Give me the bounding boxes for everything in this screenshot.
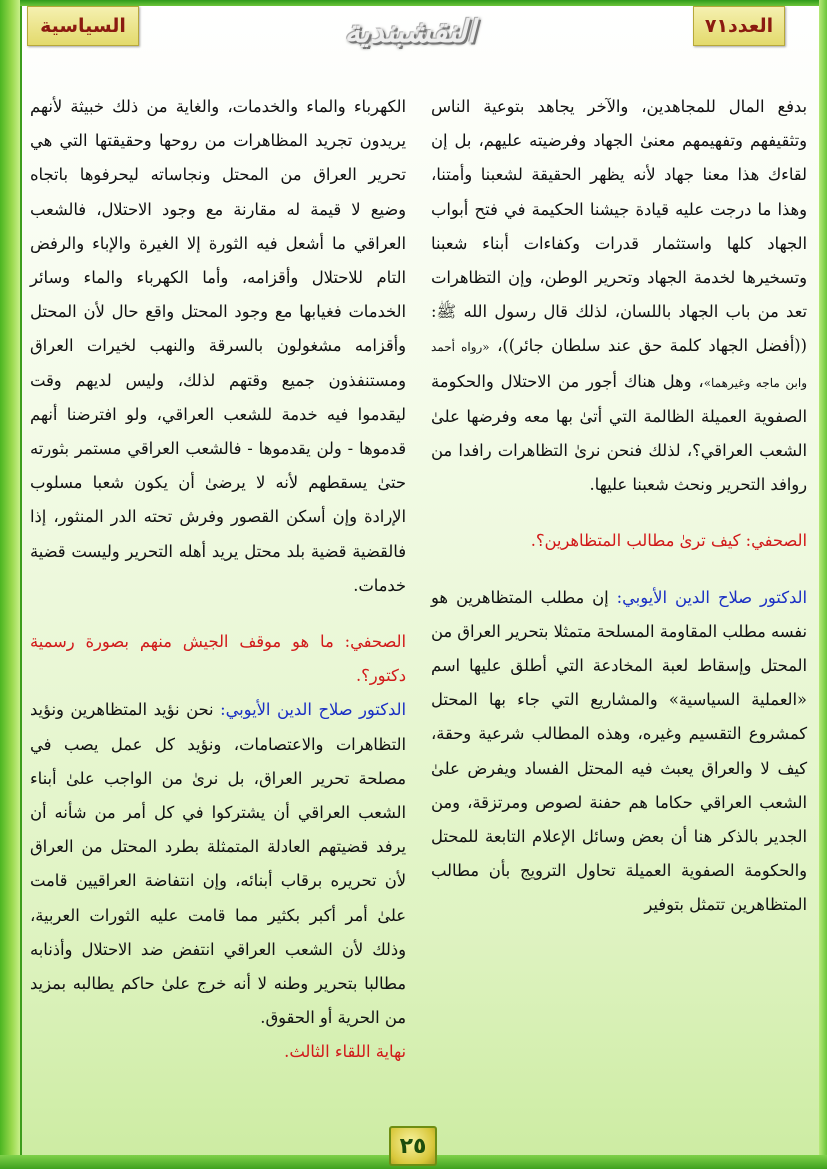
left-border [0, 0, 20, 1169]
left-border-line [20, 6, 22, 1156]
journalist-question-2: الصحفي: ما هو موقف الجيش منهم بصورة رسمية دكتور؟. [30, 632, 406, 686]
interviewee-answer-1 [431, 581, 807, 923]
journalist-question-1: الصحفي: كيف ترىٰ مطالب المتظاهرين؟. [530, 531, 807, 551]
spacer [30, 603, 406, 625]
magazine-title: النقشبندية [344, 14, 476, 50]
interview-closing: نهاية اللقاء الثالث. [284, 1042, 406, 1062]
left-column [30, 90, 406, 1070]
spacer [431, 502, 807, 524]
right-column [431, 90, 807, 923]
page-number-badge: ٢٥ [389, 1126, 437, 1166]
left-paragraph-1: الكهرباء والماء والخدمات، والغاية من ذلك خبيثة لأنهم يريدون تجريد المظاهرات من روحها وحقيقتها التي هي تحرير العراق من المحتل ونجاساته ليحرفوها باتجاه وضيع لا قيمة له مقارنة مع وجود الاحتلال، فالشعب العراقي ما أشعل فيه الثورة إلا الغيرة والإباء والرفض التام للاحتلال وأقزامه، وأما الكهرباء والماء وسائر الخدمات فغيابها مع وجود المحتل واقع حال لأن المحتل وأقزامه مشغولون بالسرقة والنهب لخيرات العراق ومستنفذون جميع وقتهم لذلك، وليس لديهم وقت ليقدموا فيه خدمة للشعب العراقي، ولو افترضنا أنهم قدموها - ولن يقدموها - فالشعب العراقي مستمر بثورته حتىٰ يسقطهم لأنه لا يرضىٰ أن يكون شعبا مسلوب الإرادة وإن أسكن القصور وفرش تحته الدر المنثور، إذا فالقضية قضية بلد محتل يريد أهله التحرير وليست قضية خدمات. [30, 97, 406, 595]
right-paragraph-1-end: ، وهل هناك أجور من الاحتلال والحكومة الصفوية العميلة الظالمة التي أتىٰ بها معه وفرضها علىٰ الشعب العراقي؟، لذلك فنحن نرىٰ التظاهرات رافدا من روافد التحرير ونحث شعبنا عليها. [431, 371, 807, 495]
right-border [819, 0, 827, 1169]
speaker-name: الدكتور صلاح الدين الأيوبي: [616, 587, 807, 607]
right-paragraph-1-text: بدفع المال للمجاهدين، والآخر يجاهد بتوعية الناس وتثقيفهم وتفهيمهم معنىٰ الجهاد وفرضيته عليهم، بل إن لقاءك هذا معنا جهاد لأنه يظهر الحقيقة لشعبنا وأمتنا، وهذا ما درجت عليه قيادة جيشنا الحكيمة في فتح أبواب الجهاد كلها واستثمار قدرات وكفاءات أبناء شعبنا وتسخيرها لخدمة الجهاد وتحرير الوطن، وإن التظاهرات تعد من باب الجهاد باللسان، لذلك قال رسول الله ﷺ: ((أفضل الجهاد كلمة حق عند سلطان جائر))، [431, 97, 807, 356]
right-paragraph-1 [431, 90, 807, 502]
answer-text: نحن نؤيد المتظاهرين ونؤيد التظاهرات والاعتصامات، ونؤيد كل عمل يصب في مصلحة تحرير العراق، بل نرىٰ من الواجب علىٰ أبناء الشعب العراقي أن يشتركوا في كل أمر من شأنه أن يرفد قضيتهم العادلة المتمثلة بطرد المحتل من العراق لأن تحريره برقاب أبنائه، وإن انتفاضة العراقيين قامت علىٰ أمر أكبر بكثير مما قامت عليه الثورات العربية، وذلك لأن الشعب العراقي انتفض ضد الاحتلال وأذنابه مطالبا بتحرير وطنه لا أنه خرج علىٰ حاكم يطالبه بمزيد من الحرية أو الحقوق. [30, 700, 406, 1028]
issue-number-tab: العدد٧١ [693, 6, 785, 46]
speaker-name: الدكتور صلاح الدين الأيوبي: [220, 700, 406, 720]
answer-text: إن مطلب المتظاهرين هو نفسه مطلب المقاومة المسلحة متمثلا بتحرير العراق من المحتل وإسقاط لعبة المخادعة التي أطلق عليها اسم «العملية السياسية» والمشاريع التي جاء بها المحتل كمشروع التقسيم وغيره، وهذه المطالب شرعية وحقة، كيف لا والعراق يعبث فيه المحتل الفساد ويفرض علىٰ الشعب العراقي حكاما هم حفنة لصوص ومرتزقة، ومن الجدير بالذكر هنا أن بعض وسائل الإعلام التابعة للمحتل والحكومة الصفوية العميلة تحاول الترويج بأن مطالب المتظاهرين تتمثل بتوفير [431, 587, 807, 915]
section-tab: السياسية [27, 6, 139, 46]
interviewee-answer-2 [30, 693, 406, 1035]
hadith-citation: «رواه أحمد وابن ماجه وغيرهما» [431, 340, 807, 390]
spacer [431, 559, 807, 581]
